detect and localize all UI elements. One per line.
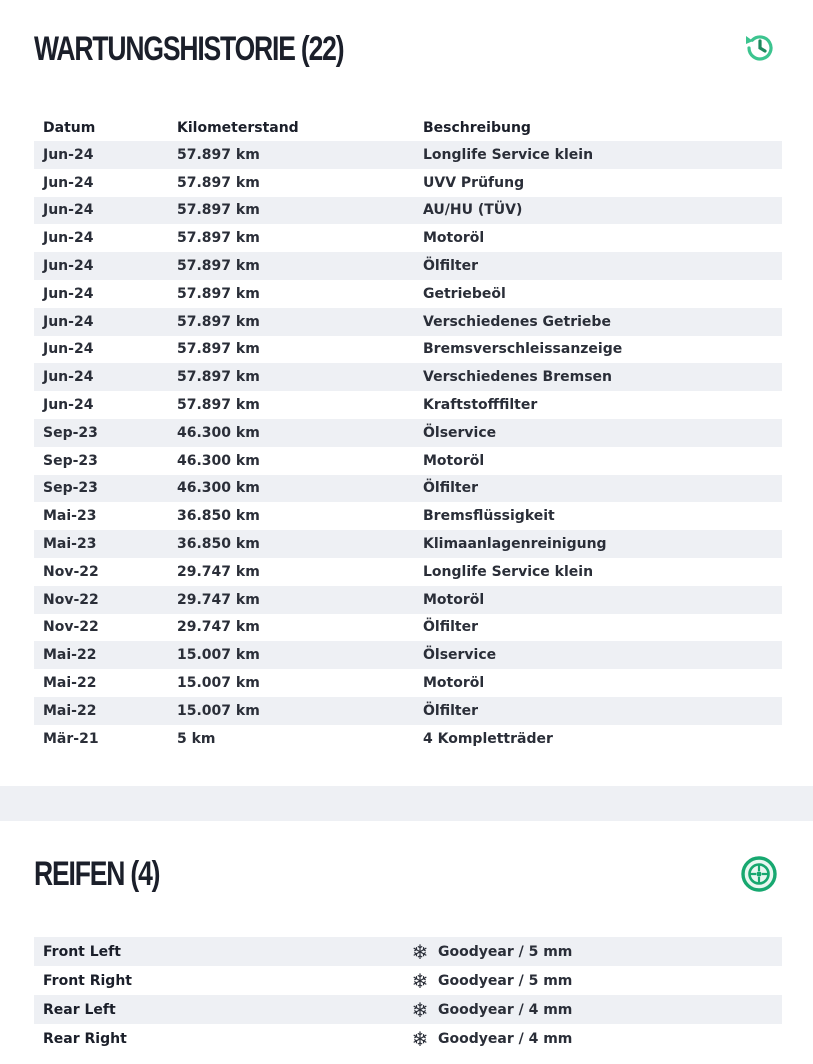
snowflake-icon: ❄ [401, 937, 430, 966]
header-description: Beschreibung [423, 119, 531, 136]
row-description: Bremsflüssigkeit [423, 508, 555, 525]
maintenance-row [34, 475, 782, 503]
maintenance-row [34, 725, 782, 753]
row-description: Ölfilter [414, 697, 782, 725]
snowflake-icon: ❄ [411, 968, 429, 993]
maintenance-row [34, 280, 782, 308]
row-date: Mai-22 [43, 675, 97, 692]
row-date: Jun-24 [43, 341, 94, 358]
row-description: Verschiedenes Bremsen [414, 363, 782, 391]
row-km: 46.300 km [168, 419, 414, 447]
row-description: AU/HU (TÜV) [414, 197, 782, 225]
row-date: Jun-24 [34, 197, 168, 225]
maintenance-row [34, 558, 782, 586]
tires-title: REIFEN (4) [34, 855, 160, 893]
row-description: Klimaanlagenreinigung [414, 530, 782, 558]
row-description: Getriebeöl [423, 285, 506, 302]
row-description: Ölservice [414, 641, 782, 669]
row-km: 15.007 km [177, 675, 260, 692]
maintenance-table-header [34, 114, 782, 141]
row-date: Mär-21 [43, 730, 99, 747]
row-date: Jun-24 [34, 363, 168, 391]
row-km: 46.300 km [177, 452, 260, 469]
row-km: 29.747 km [177, 563, 260, 580]
tire-row [34, 1024, 782, 1053]
maintenance-row [34, 419, 782, 447]
row-km: 57.897 km [177, 230, 260, 247]
tires-section [0, 821, 813, 1053]
row-description: Longlife Service klein [414, 141, 782, 169]
maintenance-row [34, 502, 782, 530]
row-km: 57.897 km [168, 252, 414, 280]
maintenance-row [34, 697, 782, 725]
maintenance-row [34, 586, 782, 614]
row-date: Jun-24 [34, 308, 168, 336]
row-date: Jun-24 [43, 285, 94, 302]
row-date: Sep-23 [34, 475, 168, 503]
row-description: 4 Kompletträder [423, 730, 553, 747]
maintenance-row [34, 447, 782, 475]
tire-brand-depth: Goodyear / 5 mm [430, 937, 782, 966]
row-km: 57.897 km [177, 397, 260, 414]
row-km: 15.007 km [168, 697, 414, 725]
maintenance-row [34, 363, 782, 391]
tires-header [34, 821, 782, 937]
header-date: Datum [43, 119, 96, 136]
row-date: Mai-22 [34, 641, 168, 669]
tire-brand-depth: Goodyear / 4 mm [438, 1030, 573, 1047]
row-description: Kraftstofffilter [423, 397, 538, 414]
maintenance-row [34, 641, 782, 669]
tire-row [34, 937, 782, 966]
row-description: Motoröl [414, 586, 782, 614]
row-date: Jun-24 [43, 397, 94, 414]
tire-position: Front Right [43, 972, 132, 989]
row-date: Sep-23 [34, 419, 168, 447]
row-date: Jun-24 [34, 141, 168, 169]
row-km: 29.747 km [177, 619, 260, 636]
row-date: Jun-24 [34, 252, 168, 280]
maintenance-title: WARTUNGSHISTORIE (22) [34, 30, 344, 68]
maintenance-row [34, 308, 782, 336]
snowflake-icon: ❄ [411, 1026, 429, 1051]
tire-position: Rear Left [34, 995, 401, 1024]
row-date: Sep-23 [43, 452, 98, 469]
row-date: Nov-22 [43, 563, 99, 580]
row-km: 5 km [177, 730, 216, 747]
maintenance-header [34, 0, 782, 114]
row-km: 57.897 km [177, 285, 260, 302]
maintenance-row [34, 669, 782, 697]
maintenance-row [34, 197, 782, 225]
row-description: Ölfilter [414, 252, 782, 280]
section-divider [0, 786, 813, 821]
row-km: 29.747 km [168, 586, 414, 614]
maintenance-row [34, 336, 782, 364]
maintenance-row [34, 141, 782, 169]
header-km: Kilometerstand [177, 119, 299, 136]
row-description: Ölservice [414, 419, 782, 447]
row-description: Bremsverschleissanzeige [423, 341, 623, 358]
tire-brand-depth: Goodyear / 4 mm [430, 995, 782, 1024]
maintenance-row [34, 614, 782, 642]
tire-position: Front Left [34, 937, 401, 966]
tire-icon [740, 855, 778, 897]
tire-row [34, 995, 782, 1024]
maintenance-row [34, 530, 782, 558]
tire-row [34, 966, 782, 995]
row-km: 57.897 km [177, 341, 260, 358]
row-date: Jun-24 [43, 230, 94, 247]
row-km: 57.897 km [168, 197, 414, 225]
maintenance-row [34, 391, 782, 419]
history-icon [742, 30, 778, 70]
row-description: Longlife Service klein [423, 563, 594, 580]
maintenance-table [34, 114, 782, 753]
tire-brand-depth: Goodyear / 5 mm [438, 972, 573, 989]
maintenance-row [34, 224, 782, 252]
row-km: 57.897 km [177, 174, 260, 191]
row-description: Verschiedenes Getriebe [414, 308, 782, 336]
row-date: Mai-22 [34, 697, 168, 725]
maintenance-row [34, 252, 782, 280]
row-km: 36.850 km [168, 530, 414, 558]
row-description: UVV Prüfung [423, 174, 525, 191]
row-km: 57.897 km [168, 308, 414, 336]
row-km: 46.300 km [168, 475, 414, 503]
row-km: 15.007 km [168, 641, 414, 669]
row-date: Nov-22 [34, 586, 168, 614]
row-date: Jun-24 [43, 174, 94, 191]
row-km: 36.850 km [177, 508, 260, 525]
row-description: Motoröl [423, 452, 485, 469]
row-description: Ölfilter [414, 475, 782, 503]
row-km: 57.897 km [168, 141, 414, 169]
tire-position: Rear Right [43, 1030, 127, 1047]
row-km: 57.897 km [168, 363, 414, 391]
maintenance-row [34, 169, 782, 197]
row-description: Ölfilter [423, 619, 478, 636]
row-date: Mai-23 [43, 508, 97, 525]
row-description: Motoröl [423, 230, 485, 247]
row-date: Mai-23 [34, 530, 168, 558]
row-date: Nov-22 [43, 619, 99, 636]
row-description: Motoröl [423, 675, 485, 692]
tires-table [34, 937, 782, 1053]
snowflake-icon: ❄ [401, 995, 430, 1024]
